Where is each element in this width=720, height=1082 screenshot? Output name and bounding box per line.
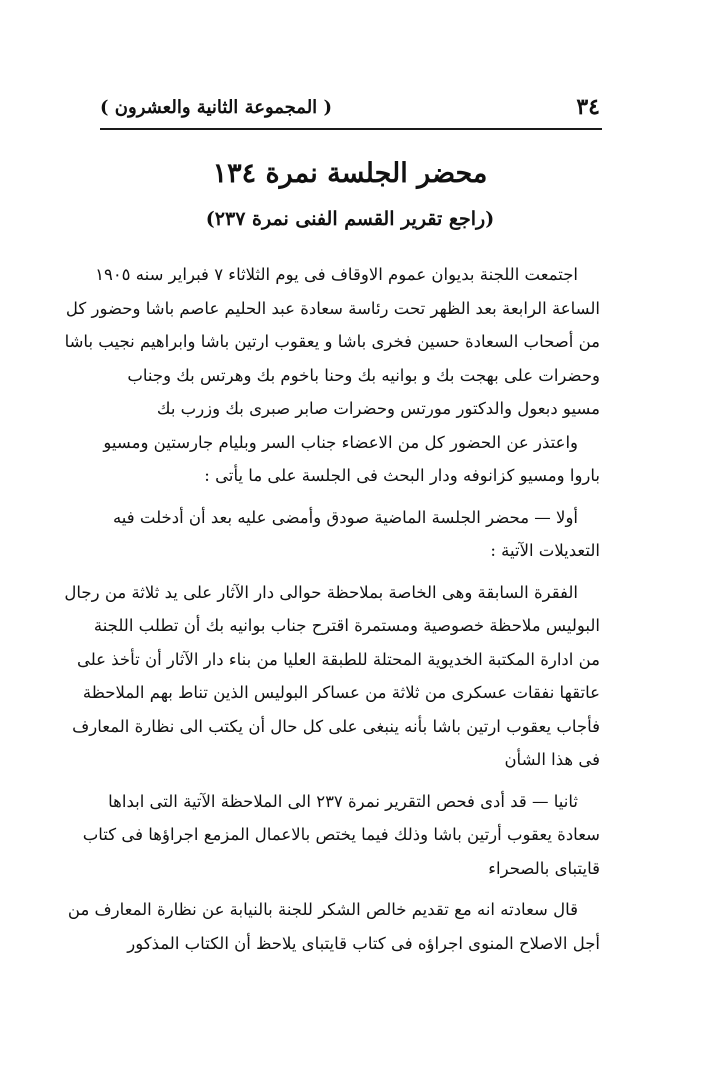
text-line: ثانيا — قد أدى فحص التقرير نمرة ٢٣٧ الى الملاحظة الآتية التى ابداها <box>108 791 578 811</box>
paragraph-apologies <box>100 426 600 493</box>
report-reference: (راجع تقرير القسم الفنى نمرة ٢٣٧) <box>205 208 495 230</box>
text-line: واعتذر عن الحضور كل من الاعضاء جناب السر وبليام جارستين ومسيو <box>103 432 578 452</box>
body-text <box>64 258 600 960</box>
text-line: الساعة الرابعة بعد الظهر تحت رئاسة سعادة عبد الحليم عاصم باشا وحضور كل <box>65 298 600 318</box>
page-number: ٣٤ <box>576 94 600 120</box>
running-header <box>100 90 600 124</box>
text-line: البوليس ملاحظة خصوصية ومستمرة اقترح جناب بوانيه بك أن تطلب اللجنة <box>93 616 600 635</box>
text-line: باروا ومسيو كزانوفه ودار البحث فى الجلسة على ما يأتى : <box>204 466 600 485</box>
text-line: مسيو دبعول والدكتور مورتس وحضرات صابر صبرى بك وزرب بك <box>156 399 600 418</box>
text-line: أجل الاصلاح المنوى اجراؤه فى كتاب قايتباى يلاحظ أن الكتاب المذكور <box>127 933 600 953</box>
paragraph-attendance <box>64 258 600 426</box>
text-line: الفقرة السابقة وهى الخاصة بملاحظة حوالى دار الآثار على يد ثلاثة من رجال <box>64 582 578 602</box>
text-line: فأجاب يعقوب ارتين باشا بأنه ينبغى على كل حال أن يكتب الى نظارة المعارف <box>72 716 600 736</box>
header-rule <box>100 128 602 130</box>
paragraph-second-item <box>82 785 600 886</box>
text-line: من ادارة المكتبة الخديوية المحتلة للطبقة العليا من بناء دار الآثار أن تأخذ على <box>76 649 600 669</box>
text-line: وحضرات على بهجت بك و بوانيه بك وحنا باخوم بك وهرتس بك وجناب <box>127 365 600 385</box>
text-line: من أصحاب السعادة حسين فخرى باشا و يعقوب ارتين باشا وابراهيم نجيب باشا <box>64 332 600 351</box>
text-line: عاتقها نفقات عسكرى من ثلاثة من عساكر البوليس الذين تناط بهم الملاحظة <box>82 683 600 702</box>
text-line: فى هذا الشأن <box>504 750 600 769</box>
text-line: قايتباى بالصحراء <box>488 858 600 878</box>
paragraph-statement <box>67 893 600 960</box>
text-line: التعديلات الآتية : <box>490 541 600 560</box>
text-line: سعادة يعقوب أرتين باشا وذلك فيما يختص بالاعمال المزمع اجراؤها فى كتاب <box>82 825 600 844</box>
running-title: ( المجموعة الثانية والعشرون ) <box>100 96 332 118</box>
session-heading: محضر الجلسة نمرة ١٣٤ <box>212 158 488 189</box>
text-line: قال سعادته انه مع تقديم خالص الشكر للجنة بالنيابة عن نظارة المعارف من <box>67 900 578 919</box>
text-line: أولا — محضر الجلسة الماضية صودق وأمضى عليه بعد أن أدخلت فيه <box>112 507 578 527</box>
text-line: اجتمعت اللجنة بديوان عموم الاوقاف فى يوم الثلاثاء ٧ فبراير سنه ١٩٠٥ <box>95 265 578 284</box>
paragraph-amendment <box>64 576 600 777</box>
paragraph-first-item <box>100 501 600 568</box>
